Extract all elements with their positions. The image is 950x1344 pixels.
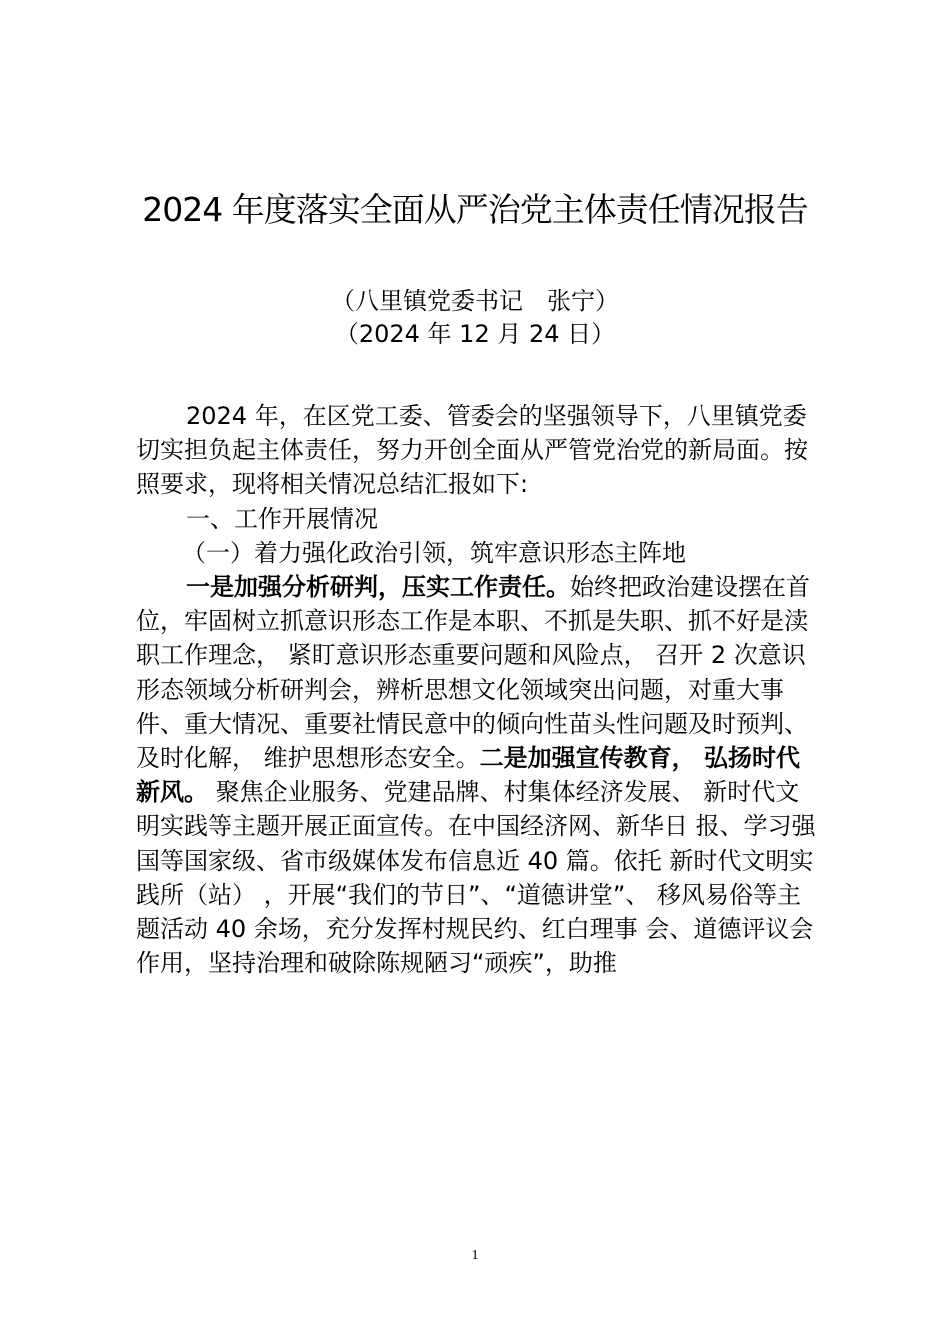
author-line: （八里镇党委书记 张宁） [331,287,619,315]
point-one-lead: 一是加强分析研判，压实工作责任。 [186,573,570,602]
section-heading-work-progress: 一、工作开展情况 [186,504,378,533]
point-two-lead: 二是加强宣传教育， 弘扬时代新风。 [136,744,800,807]
point-two-body: 聚焦企业服务、党建品牌、村集体经济发展、 新时代文明实践等主题开展正面宣传。在中国经济网、新华日 报、学习强国等国家级、省市级媒体发布信息近 40 篇。依托 新时代文明实践所（站） ，开展“我们的节日”、“道德讲堂”、 移风易俗等主题活动 40 余场，充分发挥村规民约、红白理事 会、道德评议会作用，坚持治理和破除陈规陋习“顽疾”，助推 [136,778,816,978]
page-number: 1 [471,1248,479,1263]
point-one-body: 始终把政治建设摆在首位，牢固树立抓意识形态工作是本职、不抓是失职、抓不好是渎职工作理念， 紧盯意识形态重要问题和风险点， 召开 2 次意识形态领域分析研判会，辨析思想文化领域突出问题，对重大事件、重大情况、重要社情民意中的倾向性苗头性问题及时预判、及时化解， 维护思想形态安全。 [136,573,810,773]
document-body [136,399,822,980]
subsection-heading-political-guidance: （一）着力强化政治引领，筑牢意识形态主阵地 [182,538,686,567]
document-title: 2024 年度落实全面从严治党主体责任情况报告 [142,190,808,229]
intro-paragraph: 2024 年，在区党工委、管委会的坚强领导下，八里镇党委切实担负起主体责任，努力开创全面从严管党治党的新局面。按照要求，现将相关情况总结汇报如下: [136,402,808,499]
date-line: （2024 年 12 月 24 日） [334,320,616,348]
body-paragraph [136,570,822,980]
